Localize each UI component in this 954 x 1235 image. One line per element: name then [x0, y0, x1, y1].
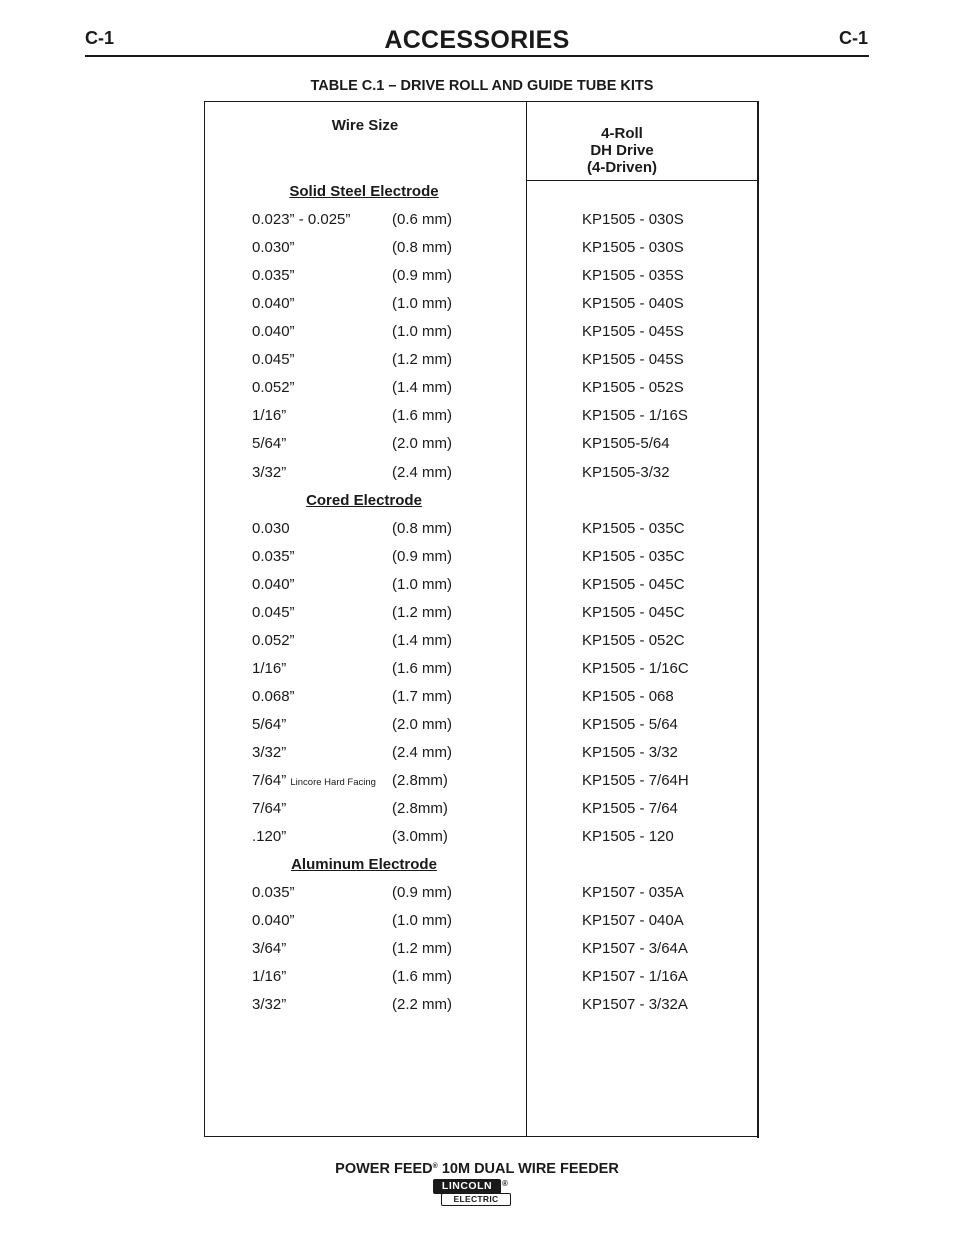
table-row [0, 996, 954, 1016]
wire-size-mm: (0.9 mm) [392, 267, 452, 284]
section-heading: Cored Electrode [306, 492, 422, 509]
kit-part-number: KP1505-5/64 [582, 435, 670, 452]
wire-size-inch [252, 716, 286, 733]
wire-size-inch-value: 0.052” [252, 379, 295, 396]
drive-kit-header [527, 125, 717, 176]
kit-part-number: KP1505 - 052C [582, 632, 685, 649]
wire-size-inch-value: 1/16” [252, 968, 287, 985]
wire-size-inch [252, 940, 286, 957]
table-row [0, 576, 954, 596]
kit-part-number: KP1505 - 045S [582, 323, 684, 340]
kit-part-number: KP1505 - 5/64 [582, 716, 678, 733]
wire-size-inch [252, 323, 295, 340]
wire-size-inch-value: 0.030 [252, 520, 290, 537]
wire-size-mm: (1.6 mm) [392, 660, 452, 677]
wire-size-inch [252, 351, 295, 368]
header-code-left: C-1 [85, 28, 115, 48]
wire-size-mm: (2.4 mm) [392, 744, 452, 761]
table-title: TABLE C.1 – DRIVE ROLL AND GUIDE TUBE KITS [310, 78, 654, 94]
wire-size-inch-value: 0.040” [252, 912, 295, 929]
wire-size-mm: (0.8 mm) [392, 239, 452, 256]
wire-size-mm: (1.2 mm) [392, 604, 452, 621]
table-row [0, 407, 954, 427]
table-row [0, 351, 954, 371]
wire-size-inch-value: 0.045” [252, 351, 295, 368]
wire-size-mm: (0.8 mm) [392, 520, 452, 537]
wire-size-inch [252, 996, 286, 1013]
wire-size-inch [252, 239, 295, 256]
kit-part-number: KP1505 - 052S [582, 379, 684, 396]
table-row [0, 744, 954, 764]
wire-size-mm: (3.0mm) [392, 828, 448, 845]
wire-size-mm: (2.0 mm) [392, 435, 452, 452]
drive-kit-header-line: (4-Driven) [586, 159, 657, 176]
wire-size-inch-value: 0.068” [252, 688, 295, 705]
kit-part-number: KP1507 - 040A [582, 912, 684, 929]
table-row [0, 323, 954, 343]
wire-size-inch-value: 0.045” [252, 604, 295, 621]
kit-part-number: KP1505 - 045C [582, 604, 685, 621]
wire-size-inch [252, 295, 295, 312]
wire-size-inch [252, 604, 295, 621]
wire-size-mm: (0.9 mm) [392, 884, 452, 901]
table-row [0, 688, 954, 708]
wire-size-inch-value: 0.023” - 0.025” [252, 211, 351, 228]
kit-part-number: KP1505 - 045C [582, 576, 685, 593]
drive-kit-header-line: DH Drive [590, 142, 654, 159]
table-row [0, 912, 954, 932]
wire-size-mm: (1.4 mm) [392, 632, 452, 649]
table-row [0, 940, 954, 960]
wire-size-mm: (1.2 mm) [392, 351, 452, 368]
wire-size-mm: (0.9 mm) [392, 548, 452, 565]
wire-size-mm: (1.7 mm) [392, 688, 452, 705]
wire-size-inch [252, 912, 295, 929]
kit-part-number: KP1505 - 030S [582, 211, 684, 228]
wire-size-inch-value: 0.040” [252, 576, 295, 593]
wire-size-inch-value: 3/32” [252, 996, 287, 1013]
wire-size-inch [252, 660, 286, 677]
wire-size-inch [252, 267, 295, 284]
kit-part-number: KP1505 - 7/64H [582, 772, 689, 789]
table-row [0, 548, 954, 568]
wire-size-inch-value: 0.035” [252, 884, 295, 901]
wire-size-inch [252, 828, 286, 845]
kit-part-number: KP1505 - 068 [582, 688, 674, 705]
table-row [0, 239, 954, 259]
wire-size-inch-value: 0.052” [252, 632, 295, 649]
wire-size-inch [252, 520, 290, 537]
table-row [0, 267, 954, 287]
kit-part-number: KP1505 - 040S [582, 295, 684, 312]
table-row [0, 632, 954, 652]
kit-part-number: KP1507 - 3/64A [582, 940, 688, 957]
wire-size-mm: (1.4 mm) [392, 379, 452, 396]
kit-part-number: KP1505 - 035S [582, 267, 684, 284]
header-rule [85, 55, 869, 57]
kit-part-number: KP1505 - 030S [582, 239, 684, 256]
wire-size-mm: (0.6 mm) [392, 211, 452, 228]
wire-size-mm: (2.8mm) [392, 800, 448, 817]
table-row [0, 716, 954, 736]
kit-part-number: KP1505 - 035C [582, 548, 685, 565]
wire-size-inch [252, 464, 286, 481]
wire-size-inch-value: 5/64” [252, 716, 287, 733]
kit-part-number: KP1507 - 035A [582, 884, 684, 901]
wire-size-inch [252, 688, 295, 705]
wire-size-inch-value: 7/64” [252, 772, 287, 789]
wire-size-mm: (1.6 mm) [392, 968, 452, 985]
wire-size-inch [252, 744, 286, 761]
wire-size-inch-value: .120” [252, 828, 287, 845]
wire-size-inch [252, 435, 286, 452]
table-row [0, 660, 954, 680]
kit-part-number: KP1505 - 1/16S [582, 407, 688, 424]
wire-size-mm: (1.0 mm) [392, 295, 452, 312]
lincoln-electric-logo [433, 1179, 511, 1207]
wire-size-inch [252, 407, 286, 424]
wire-size-inch [252, 548, 295, 565]
table-row [0, 968, 954, 988]
kit-part-number: KP1505 - 120 [582, 828, 674, 845]
kit-part-number: KP1505 - 3/32 [582, 744, 678, 761]
wire-size-inch-value: 3/32” [252, 464, 287, 481]
wire-size-header: Wire Size [331, 117, 399, 134]
wire-size-inch [252, 968, 286, 985]
wire-size-mm: (1.0 mm) [392, 912, 452, 929]
kit-part-number: KP1507 - 1/16A [582, 968, 688, 985]
wire-size-inch-value: 5/64” [252, 435, 287, 452]
kit-part-number: KP1505 - 035C [582, 520, 685, 537]
wire-size-inch-value: 0.040” [252, 295, 295, 312]
wire-size-inch-value: 3/64” [252, 940, 287, 957]
section-heading: Aluminum Electrode [291, 856, 437, 873]
footer-product-name [0, 1161, 954, 1177]
logo-electric-text: ELECTRIC [441, 1193, 511, 1206]
footer-product-prefix: POWER FEED [335, 1161, 433, 1177]
wire-size-inch [252, 800, 286, 817]
kit-part-number: KP1505-3/32 [582, 464, 670, 481]
wire-size-inch-value: 3/32” [252, 744, 287, 761]
wire-size-inch-value: 0.040” [252, 323, 295, 340]
wire-size-inch [252, 884, 295, 901]
wire-size-inch-value: 7/64” [252, 800, 287, 817]
wire-size-mm: (1.2 mm) [392, 940, 452, 957]
table-row [0, 520, 954, 540]
table-row [0, 295, 954, 315]
kit-part-number: KP1507 - 3/32A [582, 996, 688, 1013]
header-code-right: C-1 [838, 28, 868, 48]
registered-mark: ® [432, 1163, 438, 1170]
page-title: ACCESSORIES [384, 26, 570, 54]
logo-registered-mark: ® [502, 1179, 508, 1188]
logo-lincoln-text: LINCOLN [433, 1179, 501, 1194]
wire-size-mm: (2.8mm) [392, 772, 448, 789]
kit-part-number: KP1505 - 045S [582, 351, 684, 368]
table-row [0, 884, 954, 904]
table-row [0, 800, 954, 820]
wire-size-inch [252, 576, 295, 593]
wire-size-inch-value: 0.035” [252, 548, 295, 565]
column2-header-rule [527, 180, 758, 181]
wire-size-inch-value: 1/16” [252, 407, 287, 424]
wire-size-mm: (1.0 mm) [392, 323, 452, 340]
wire-size-inch-value: 0.035” [252, 267, 295, 284]
wire-size-mm: (2.0 mm) [392, 716, 452, 733]
footer-product-suffix: 10M DUAL WIRE FEEDER [437, 1161, 619, 1177]
section-heading: Solid Steel Electrode [289, 183, 439, 200]
table-row [0, 828, 954, 848]
wire-size-inch-value: 1/16” [252, 660, 287, 677]
table-row [0, 211, 954, 231]
wire-size-inch-value: 0.030” [252, 239, 295, 256]
kit-part-number: KP1505 - 7/64 [582, 800, 678, 817]
table-row [0, 379, 954, 399]
drive-kit-header-line: 4-Roll [601, 125, 643, 142]
table-row [0, 604, 954, 624]
wire-size-mm: (1.6 mm) [392, 407, 452, 424]
table-row [0, 772, 954, 792]
kit-part-number: KP1505 - 1/16C [582, 660, 689, 677]
wire-size-inch [252, 772, 376, 789]
wire-size-mm: (2.2 mm) [392, 996, 452, 1013]
wire-size-inch [252, 211, 350, 228]
table-row [0, 464, 954, 484]
wire-size-inch [252, 632, 295, 649]
wire-size-mm: (1.0 mm) [392, 576, 452, 593]
wire-size-inch [252, 379, 295, 396]
table-row [0, 435, 954, 455]
wire-size-mm: (2.4 mm) [392, 464, 452, 481]
wire-note: Lincore Hard Facing [290, 777, 376, 788]
